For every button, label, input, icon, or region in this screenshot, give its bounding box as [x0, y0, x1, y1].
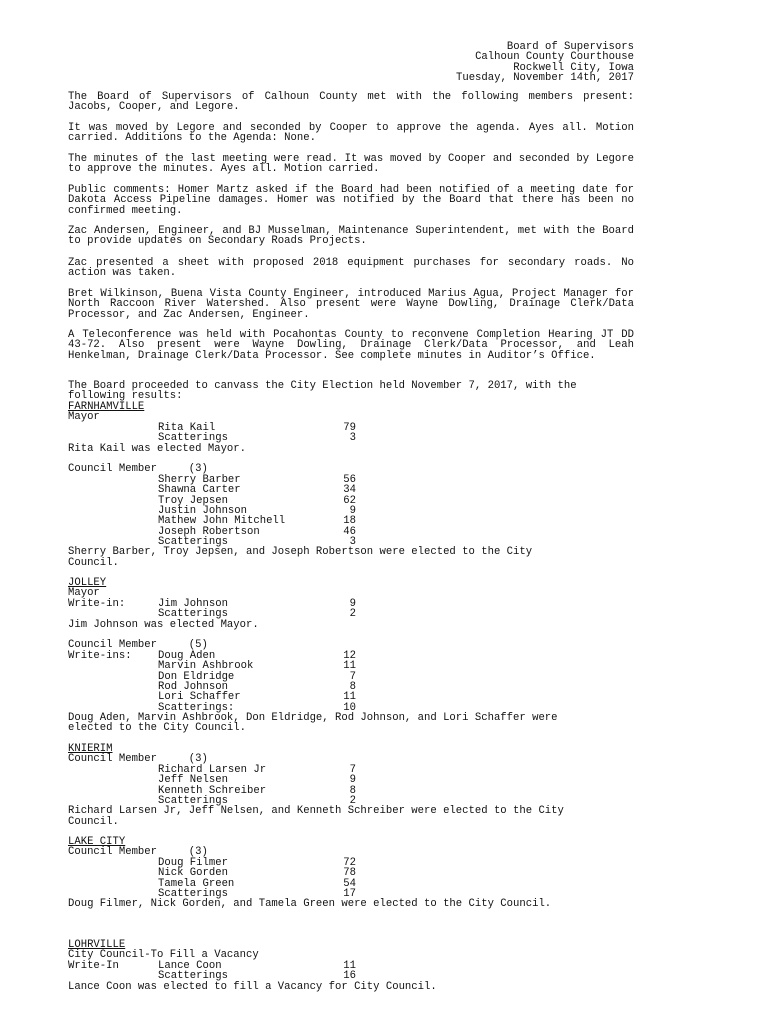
candidate-name: Marvin Ashbrook	[158, 660, 254, 673]
election-result: Sherry Barber, Troy Jepsen, and Joseph Robertson were elected to the City	[68, 546, 533, 559]
vote-count: 72	[343, 856, 356, 869]
election-result: Council.	[68, 556, 119, 569]
vote-count: 11	[343, 691, 356, 704]
city-heading: LOHRVILLE	[68, 939, 126, 951]
candidate-name: Nick Gorden	[158, 867, 228, 880]
header-line: Board of Supervisors	[506, 41, 634, 53]
canvass-intro-line: following results:	[68, 390, 183, 403]
candidate-name: Kenneth Schreiber	[158, 784, 267, 797]
vote-count: 56	[343, 473, 356, 486]
candidate-name: Tamela Green	[158, 877, 235, 890]
candidate-row	[68, 868, 634, 878]
write-in-label: Write-in:	[68, 597, 126, 610]
vote-count: 2	[349, 608, 356, 621]
vote-count: 7	[349, 763, 356, 776]
office-label: Council Member (3)	[68, 463, 208, 476]
vote-count: 17	[343, 887, 356, 900]
election-result: Jim Johnson was elected Mayor.	[68, 618, 259, 631]
candidate-name: Jim Johnson	[158, 597, 228, 610]
candidate-name: Rod Johnson	[158, 680, 228, 693]
vote-count: 16	[343, 970, 356, 983]
candidate-name: Scatterings	[158, 432, 228, 445]
candidate-name: Jeff Nelsen	[158, 774, 228, 787]
candidate-name: Doug Aden	[158, 649, 216, 662]
paragraph-teleconference: A Teleconference was held with Pocahontas County to reconvene Completion Hearing JT DD 43-72. Also present were Wayne Dowling, Drainage Clerk/Data Processor, and Leah Henkelman, Drainage Clerk/Data Processor. See complete minutes in Auditor’s Office.	[68, 329, 634, 362]
candidate-name: Scatterings	[158, 608, 228, 621]
paragraph-public-comments: Public comments: Homer Martz asked if the Board had been notified of a meeting date for Dakota Access Pipeline damages. Homer was notified by the Board that there has been no confirmed meeting.	[68, 184, 634, 217]
vote-count: 54	[343, 877, 356, 890]
vote-count: 3	[349, 432, 356, 445]
candidate-name: Rita Kail	[158, 421, 216, 434]
write-in-label: Write-ins:	[68, 649, 132, 662]
candidate-row	[68, 661, 634, 671]
vote-count: 10	[343, 701, 356, 714]
candidate-name: Justin Johnson	[158, 504, 248, 517]
candidate-row	[68, 971, 634, 981]
header-line: Calhoun County Courthouse	[475, 51, 634, 64]
header-line: Tuesday, November 14th, 2017	[455, 72, 634, 85]
city-section-jolley	[68, 578, 634, 734]
candidate-name: Lori Schaffer	[158, 691, 241, 704]
candidate-row	[68, 433, 634, 443]
paragraph-minutes: The minutes of the last meeting were read. It was moved by Cooper and seconded by Legore to approve the minutes. Ayes all. Motion carried.	[68, 153, 634, 176]
office-label: Mayor	[68, 411, 100, 424]
city-section-farnhamville	[68, 402, 634, 568]
city-heading: KNIERIM	[68, 743, 113, 755]
candidate-name: Joseph Robertson	[158, 525, 260, 538]
vote-count: 7	[349, 670, 356, 683]
header-line: Rockwell City, Iowa	[513, 61, 634, 74]
vote-count: 11	[343, 660, 356, 673]
paragraph-engineer-update: Zac Andersen, Engineer, and BJ Musselman, Maintenance Superintendent, met with the Board to provide updates on Secondary Roads Projects.	[68, 225, 634, 248]
vote-count: 18	[343, 515, 356, 528]
city-heading: LAKE CITY	[68, 836, 126, 848]
office-label: Council Member (3)	[68, 753, 208, 766]
vote-count: 12	[343, 649, 356, 662]
election-result: Doug Filmer, Nick Gorden, and Tamela Green were elected to the City Council.	[68, 898, 552, 911]
candidate-name: Sherry Barber	[158, 473, 241, 486]
candidate-row	[68, 485, 634, 495]
election-result: Council.	[68, 815, 119, 828]
vote-count: 34	[343, 484, 356, 497]
city-section-knierim	[68, 744, 634, 827]
vote-count: 2	[349, 794, 356, 807]
city-section-lohrville	[68, 940, 634, 992]
candidate-name: Scatterings	[158, 794, 228, 807]
write-in-label: Write-In	[68, 959, 119, 972]
document-header	[68, 42, 634, 84]
canvass-intro	[68, 381, 634, 402]
election-result: Lance Coon was elected to fill a Vacancy for City Council.	[68, 980, 437, 993]
candidate-row	[68, 609, 634, 619]
paragraph-equipment: Zac presented a sheet with proposed 2018 equipment purchases for secondary roads. No action was taken.	[68, 257, 634, 280]
vote-count: 11	[343, 959, 356, 972]
vote-count: 62	[343, 494, 356, 507]
candidate-name: Scatterings:	[158, 701, 235, 714]
vote-count: 8	[349, 784, 356, 797]
office-label: Mayor	[68, 587, 100, 600]
election-result: Doug Aden, Marvin Ashbrook, Don Eldridge, Rod Johnson, and Lori Schaffer were	[68, 712, 558, 725]
vote-count: 78	[343, 867, 356, 880]
candidate-name: Lance Coon	[158, 959, 222, 972]
candidate-name: Don Eldridge	[158, 670, 235, 683]
election-result: Richard Larsen Jr, Jeff Nelsen, and Kenneth Schreiber were elected to the City	[68, 805, 564, 818]
candidate-name: Doug Filmer	[158, 856, 228, 869]
candidate-name: Mathew John Mitchell	[158, 515, 286, 528]
city-section-lake-city	[68, 837, 634, 910]
candidate-name: Troy Jepsen	[158, 494, 228, 507]
candidate-name: Richard Larsen Jr	[158, 763, 267, 776]
city-heading: FARNHAMVILLE	[68, 401, 145, 413]
vote-count: 9	[349, 597, 356, 610]
candidate-row	[68, 775, 634, 785]
paragraph-attendance: The Board of Supervisors of Calhoun County met with the following members present: Jacobs, Cooper, and Legore.	[68, 91, 634, 114]
vote-count: 8	[349, 680, 356, 693]
vote-count: 9	[349, 774, 356, 787]
candidate-name: Shawna Carter	[158, 484, 241, 497]
election-result: elected to the City Council.	[68, 722, 247, 735]
office-label: Council Member (5)	[68, 639, 208, 652]
city-heading: JOLLEY	[68, 577, 107, 589]
paragraph-watershed: Bret Wilkinson, Buena Vista County Engineer, introduced Marius Agua, Project Manager for North Raccoon River Watershed. Also present were Wayne Dowling, Drainage Clerk/Data Processor, and Zac Andersen, Engineer.	[68, 288, 634, 321]
vote-count: 3	[349, 536, 356, 549]
office-label: City Council-To Fill a Vacancy	[68, 949, 259, 962]
vote-count: 9	[349, 504, 356, 517]
candidate-name: Scatterings	[158, 536, 228, 549]
office-label: Council Member (3)	[68, 846, 208, 859]
election-result: Rita Kail was elected Mayor.	[68, 442, 247, 455]
candidate-name: Scatterings	[158, 887, 228, 900]
vote-count: 46	[343, 525, 356, 538]
paragraph-agenda: It was moved by Legore and seconded by Cooper to approve the agenda. Ayes all. Motion carried. Additions to the Agenda: None.	[68, 122, 634, 145]
canvass-intro-line: The Board proceeded to canvass the City Election held November 7, 2017, with the	[68, 380, 577, 392]
vote-count: 79	[343, 421, 356, 434]
candidate-name: Scatterings	[158, 970, 228, 983]
